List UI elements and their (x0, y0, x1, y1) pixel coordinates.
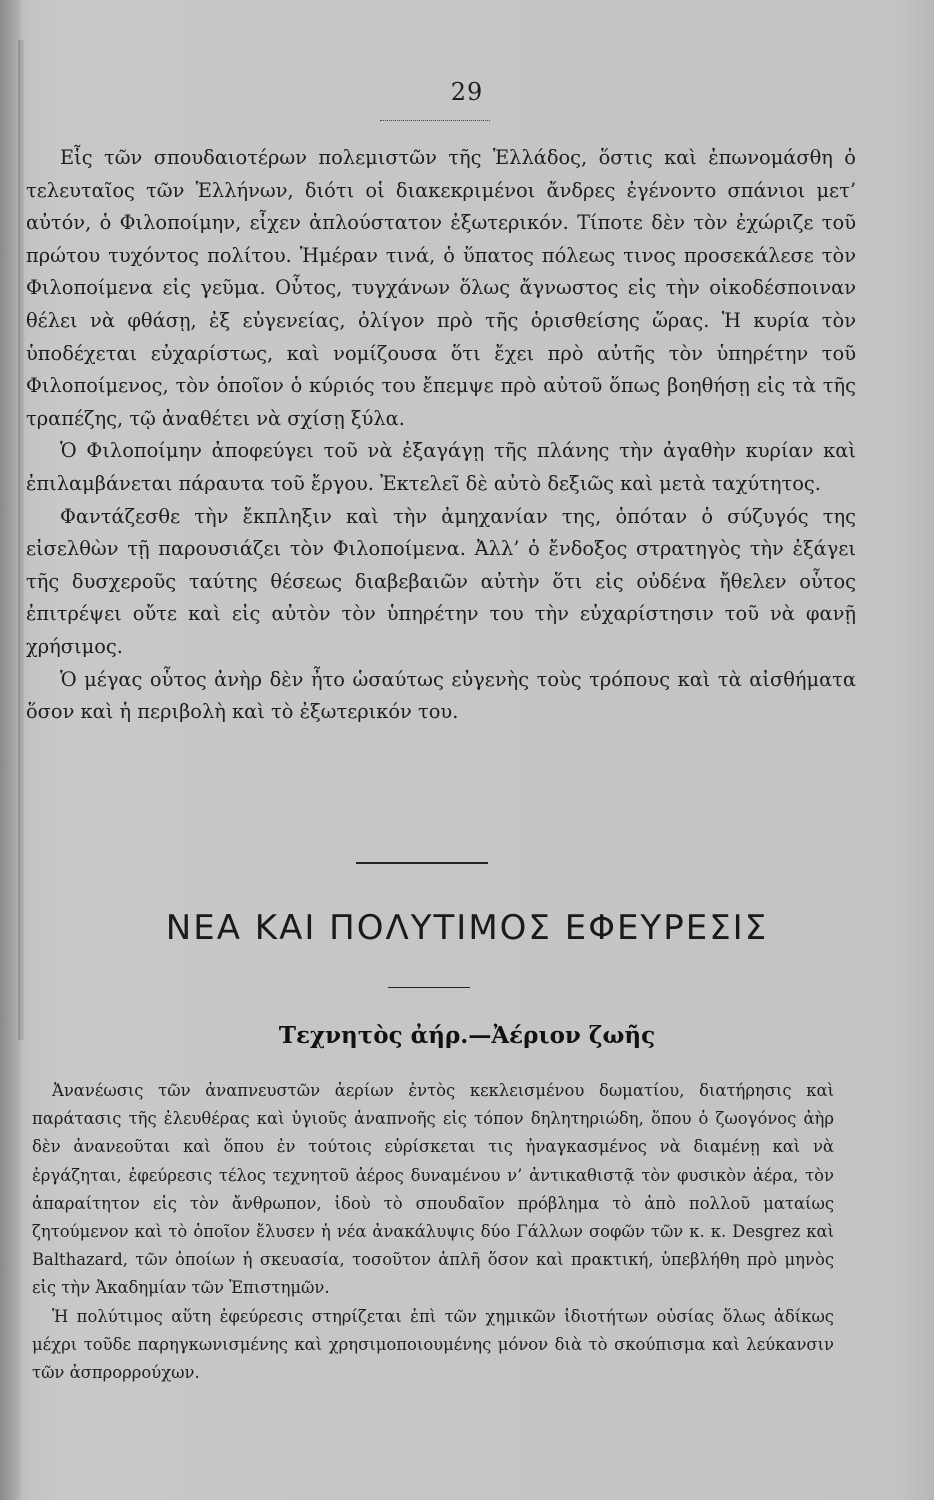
artificial-air-article (32, 1077, 834, 1387)
section-divider (356, 862, 488, 864)
binding-gutter (0, 0, 20, 1500)
margin-rule (18, 40, 24, 1040)
paragraph: Φαντάζεσθε τὴν ἔκπληξιν καὶ τὴν ἀμηχανίαν της, ὁπόταν ὁ σύζυγός της εἰσελθὼν τῇ παρουσιάζει τὸν Φιλοποίμενα. Ἀλλ’ ὁ ἔνδοξος στρατηγὸς τὴν ἐξάγει τῆς δυσχεροῦς ταύτης θέσεως διαβεβαιῶν αὐτὴν ὅτι εἰς οὐδένα ἤθελεν οὗτος ἐπιτρέψει οὔτε καὶ εἰς αὐτὸν τὸν ὑπηρέτην του τὴν εὐχαρίστησιν τοῦ νὰ φανῇ χρήσιμος. (26, 504, 856, 658)
page-number: 29 (450, 78, 484, 106)
page-number-underline (380, 120, 490, 121)
paragraph: Ἡ πολύτιμος αὕτη ἐφεύρεσις στηρίζεται ἐπὶ τῶν χημικῶν ἰδιοτήτων οὐσίας ὅλως ἀδίκως μέχρι τοῦδε παρηγκωνισμένης καὶ χρησιμοποιουμένης μόνον διὰ τὸ σκούπισμα καὶ λεύκανσιν τῶν ἀσπρορρούχων. (32, 1306, 834, 1383)
philopoemen-article (26, 142, 856, 729)
article-subtitle: Τεχνητὸς ἀήρ.—Ἀέριον ζωῆς (278, 1022, 656, 1049)
title-divider (388, 987, 470, 988)
paragraph: Ὁ μέγας οὗτος ἀνὴρ δὲν ἦτο ὡσαύτως εὐγενὴς τοὺς τρόπους καὶ τὰ αἰσθήματα ὅσον καὶ ἡ περιβολὴ καὶ τὸ ἐξωτερικόν του. (26, 667, 856, 724)
section-title: ΝΕΑ ΚΑΙ ΠΟΛΥΤΙΜΟΣ ΕΦΕΥΡΕΣΙΣ (165, 908, 769, 948)
paragraph: Ὁ Φιλοποίμην ἀποφεύγει τοῦ νὰ ἐξαγάγῃ τῆς πλάνης τὴν ἀγαθὴν κυρίαν καὶ ἐπιλαμβάνεται πάραυτα τοῦ ἔργου. Ἐκτελεῖ δὲ αὐτὸ δεξιῶς καὶ μετὰ ταχύτητος. (26, 439, 856, 495)
paragraph: Ἀνανέωσις τῶν ἀναπνευστῶν ἀερίων ἐντὸς κεκλεισμένου δωματίου, διατήρησις καὶ παράτασις τῆς ἐλευθέρας καὶ ὑγιοῦς ἀναπνοῆς εἰς τόπον δηλητηριώδη, ὅπου ὁ ζωογόνος ἀὴρ δὲν ἀνανεοῦται καὶ ὅπου ἐν τούτοις εὑρίσκεται τις ἠναγκασμένος νὰ διαμένῃ καὶ νὰ ἐργάζηται, ἐφεύρεσις τέλος τεχνητοῦ ἀέρος δυναμένου ν’ ἀντικαθιστᾷ τὸν φυσικὸν ἀέρα, τὸν ἀπαραίτητον εἰς τὸν ἄνθρωπον, ἰδοὺ τὸ σπουδαῖον πρόβλημα τὸ ἀπὸ πολλοῦ ματαίως ζητούμενον καὶ τὸ ὁποῖον ἔλυσεν ἡ νέα ἀνακάλυψις δύο Γάλλων σοφῶν τῶν κ. κ. Desgrez καὶ Balthazard, τῶν ὁποίων ἡ σκευασία, τοσοῦτον ἁπλῆ ὅσον καὶ πρακτική, ὑπεβλήθη πρὸ μηνὸς εἰς τὴν Ἀκαδημίαν τῶν Ἐπιστημῶν. (32, 1081, 834, 1298)
paragraph: Εἷς τῶν σπουδαιοτέρων πολεμιστῶν τῆς Ἑλλάδος, ὅστις καὶ ἐπωνομάσθη ὁ τελευταῖος τῶν Ἑλλήνων, διότι οἱ διακεκριμένοι ἄνδρες ἐγένοντο σπάνιοι μετ’ αὐτόν, ὁ Φιλοποίμην, εἶχεν ἁπλούστατον ἐξωτερικόν. Τίποτε δὲν τὸν ἐχώριζε τοῦ πρώτου τυχόντος πολίτου. Ἡμέραν τινά, ὁ ὕπατος πόλεως τινος προσεκάλεσε τὸν Φιλοποίμενα εἰς γεῦμα. Οὗτος, τυγχάνων ὅλως ἄγνωστος εἰς τὴν οἰκοδέσποιναν θέλει νὰ φθάσῃ, ἐξ εὐγενείας, ὀλίγον πρὸ τῆς ὁρισθείσης ὥρας. Ἡ κυρία τὸν ὑποδέχεται εὐχαρίστως, καὶ νομίζουσα ὅτι ἔχει πρὸ αὐτῆς τὸν ὑπηρέτην τοῦ Φιλοποίμενος, τὸν ὁποῖον ὁ κύριός του ἔπεμψε πρὸ αὐτοῦ ὅπως βοηθήσῃ εἰς τὰ τῆς τραπέζης, τῷ ἀναθέτει νὰ σχίσῃ ξύλα. (26, 146, 856, 430)
